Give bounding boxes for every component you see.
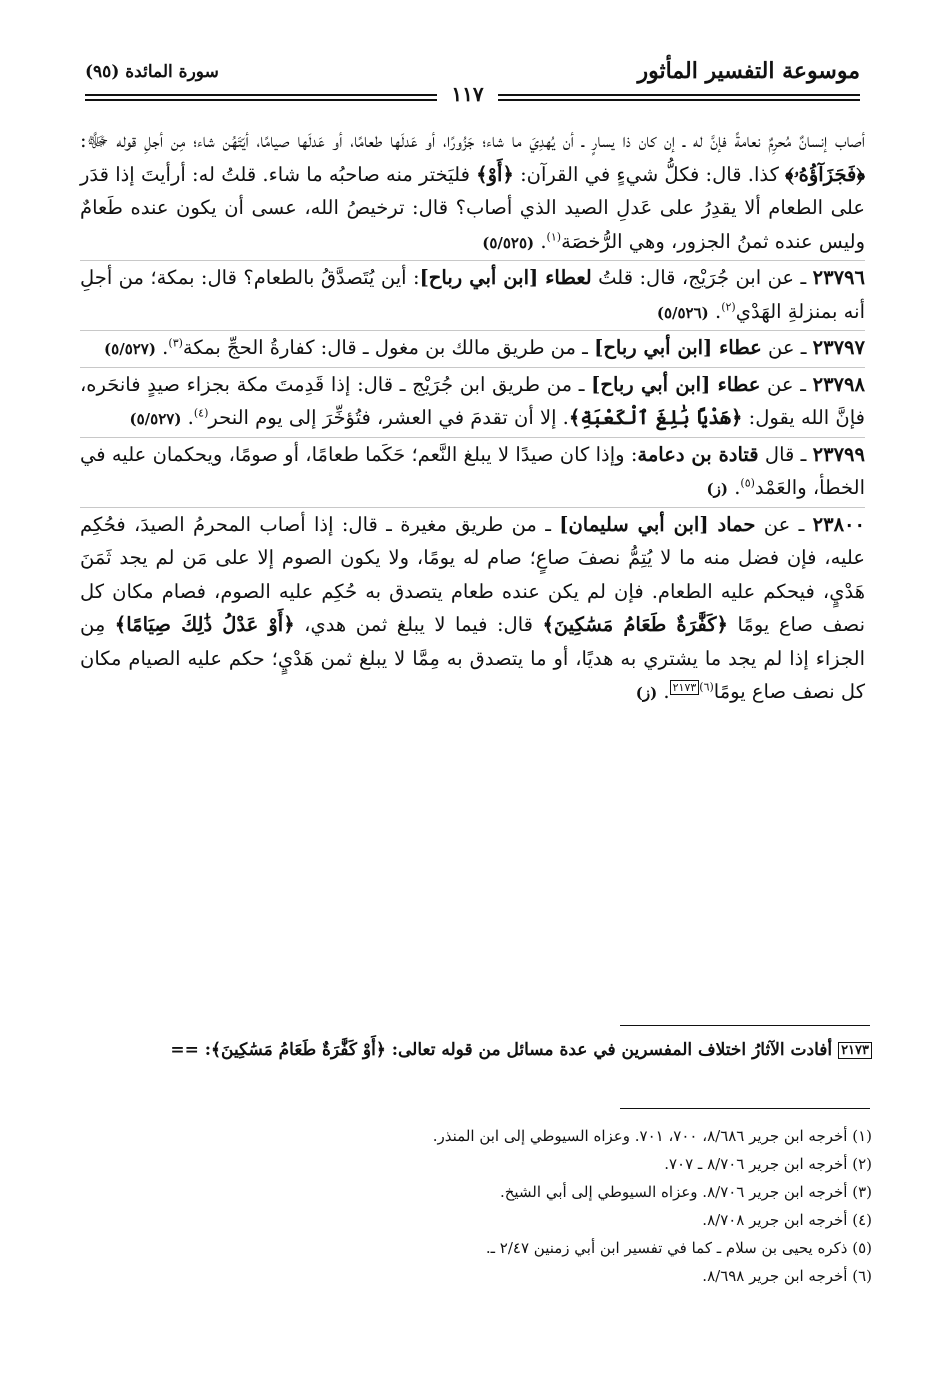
narrator-name: عطاء [ابن أبي رباح] (594, 336, 762, 359)
athar-number: ٢٣٧٩٦ (812, 266, 865, 289)
gloss-note (30, 1036, 872, 1064)
text: ـ عن (760, 372, 813, 396)
footnotes (100, 1122, 872, 1290)
main-text (80, 124, 865, 711)
page-number-value: ١١٧ (437, 82, 497, 106)
footnote-marker: (٢) (721, 300, 736, 313)
footnote-marker: (١) (546, 230, 562, 243)
narrator-name: قتادة بن دعامة (637, 442, 759, 466)
quran-verse: ﴿فَجَزَآؤُهُۥ﴾ (785, 162, 865, 186)
text: : أين يُتَصدَّقُ بالطعام؟ قال: بمكة؛ من أجلِ أنه بمنزلةِ الهَدْي (80, 266, 865, 323)
athar-23799: ٢٣٧٩٩ ـ قال قتادة بن دعامة: وإذا كان صيدًا لا يبلغ النَّعم؛ حَكَما طعامًا، أو صومًا، ويحكمان عليه في الخطأ، والعَمْد$^{(٥)}$. (ز) (80, 437, 865, 507)
quran-verse: ﴿أَوْ عَدْلُ ذَٰلِكَ صِيَامًا﴾ (114, 613, 295, 636)
gloss-continuation: : == (170, 1040, 212, 1060)
footnote-6: (٦) أخرجه ابن جرير ٨/٦٩٨. (702, 1267, 872, 1285)
footnote-marker: (٥) (740, 476, 755, 490)
text: كذا. قال: فكلُّ شيءٍ في القرآن: (513, 162, 786, 186)
surah-title: سورة المائدة (٩٥) (85, 62, 219, 82)
quran-verse: ﴿كَفَّٰرَةٌ طَعَامُ مَسَٰكِينَ﴾ (542, 613, 728, 636)
page-number (0, 82, 935, 106)
athar-number: ٢٣٨٠٠ (812, 512, 866, 536)
narrator-name: لعطاء [ابن أبي رباح] (419, 266, 592, 289)
gloss-quran: ﴿أَوْ كَفَّٰرَةٌ طَعَامُ مَسَٰكِينَ﴾ (211, 1040, 386, 1060)
text: فليَختر منه صاحبُه ما شاء. قلتُ له: أرأيتَ إذا قدَر على الطعام ألا يقدِرُ على عَدلِ الصيد الذي أصاب؟ قال: ترخيصُ الله، عسى أن يكون عنده طَعامٌ وليس عنده ثمنُ الجزور، وهي الرُّخصَة (80, 162, 865, 253)
footnote-3: (٣) أخرجه ابن جرير ٨/٧٠٦. وعزاه السيوطي إلى أبي الشيخ. (499, 1183, 872, 1201)
narrator-name: عطاء [ابن أبي رباح] (591, 372, 761, 396)
athar-number: ٢٣٧٩٧ (812, 336, 865, 359)
text: ـ من طريق ابن جُرَيْج ـ قال: إذا قَدِمتَ مكة بجزاء صيدٍ فانحَره، فإنَّ الله يقول: (80, 372, 865, 429)
text: ـ عن (761, 336, 813, 359)
athar-number: ٢٣٧٩٩ (812, 442, 865, 466)
text: : وإذا كان صيدًا لا يبلغ النَّعم؛ حَكَما طعامًا، أو صومًا، ويحكمان عليه في الخطأ، والعَمْد (80, 442, 865, 499)
text: أصاب إنسانٌ مُحرِمٌ نعامةً فإنَّ له ـ إن كان ذا يسارٍ ـ أن يُهدِيَ ما شاء؛ جَزُورًا، أو عَدلَها طعامًا، أو عَدلَها صيامًا، أيّتَهُن شاء؛ مِن أجلِ قوله ﷻ: (80, 129, 865, 152)
volume-reference: (٥/٥٢٧) (104, 340, 156, 358)
volume-reference: (ز) (635, 684, 658, 702)
athar-number: ٢٣٧٩٨ (812, 372, 865, 396)
gloss-reference-box: ٢١٧٣ (670, 680, 700, 695)
book-title: موسوعة التفسير المأثور (637, 58, 860, 84)
gloss-number-box: ٢١٧٣ (838, 1042, 872, 1059)
text: ـ عن ابن جُرَيْج، قال: قلتُ (591, 266, 813, 289)
footnote-marker: (٦) (699, 680, 714, 694)
volume-reference: (٥/٥٢٥) (482, 233, 535, 252)
athar-23800: ٢٣٨٠٠ ـ عن حماد [ابن أبي سليمان] ـ من طريق مغيرة ـ قال: إذا أصاب المحرمُ الصيدَ، فحُكِم عليه، فإن فضل منه ما لا يُتِمُّ نصفَ صاعٍ؛ صام له يومًا، ولا يكون الصوم إلا على مَن لم يجد ثَمَنَ هَدْيٍ، فيحكم عليه الطعام. فإن لم يكن عنده طعام يتصدق به حُكِم عليه الصوم، فصام مكان كل نصف صاع يومًا ﴿كَفَّٰرَةٌ طَعَامُ مَسَٰكِينَ﴾ قال: فيما لا يبلغ ثمن هدي، ﴿أَوْ عَدْلُ ذَٰلِكَ صِيَامًا﴾ مِن الجزاء إذا لم يجد ما يشتري به هديًا، أو ما يتصدق به مِمَّا لا يبلغ ثمن هَدْيٍ؛ حكم عليه الصيام مكان كل نصف صاع يومًا$^{(٦)٢١٧٣}$. (ز) (80, 507, 865, 711)
footnote-marker: (٤) (193, 406, 209, 420)
footnote-5: (٥) ذكره يحيى بن سلام ـ كما في تفسير ابن أبي زمنين ٢/٤٧ ـ. (485, 1239, 872, 1257)
volume-reference: (ز) (706, 480, 728, 498)
volume-reference: (٥/٥٢٧) (129, 410, 182, 428)
paragraph-continuation: أصاب إنسانٌ مُحرِمٌ نعامةً فإنَّ له ـ إن كان ذا يسارٍ ـ أن يُهدِيَ ما شاء؛ جَزُورًا، أو عَدلَها طعامًا، أو عَدلَها صيامًا، أيّتَهُن شاء؛ مِن أجلِ قوله ﷻ: ﴿فَجَزَآؤُهُۥ﴾ كذا. قال: فكلُّ شيءٍ في القرآن: ﴿أَوْ﴾ فليَختر منه صاحبُه ما شاء. قلتُ له: أرأيتَ إذا قدَر على الطعام ألا يقدِرُ على عَدلِ الصيد الذي أصاب؟ قال: ترخيصُ الله، عسى أن يكون عنده طَعامٌ وليس عنده ثمنُ الجزور، وهي الرُّخصَة$^{(١)}$. (٥/٥٢٥) (80, 129, 865, 253)
text: ـ من طريق مالك بن مغول ـ قال: كفارةُ الحجِّ بمكة (182, 336, 595, 359)
athar-23796: ٢٣٧٩٦ ـ عن ابن جُرَيْج، قال: قلتُ لعطاء [ابن أبي رباح]: أين يُتَصدَّقُ بالطعام؟ قال: بمكة؛ من أجلِ أنه بمنزلةِ الهَدْي$^{(٢)}$. (٥/٥٢٦) (80, 260, 865, 330)
quran-verse: ﴿هَدْيًا بَٰلِغَ ٱلْكَعْبَةِ﴾ (568, 406, 743, 429)
footnotes-separator (620, 1108, 870, 1109)
volume-reference: (٥/٥٢٦) (656, 303, 709, 322)
text: ـ قال (758, 442, 813, 466)
text: ـ من طريق مغيرة ـ قال: إذا أصاب المحرمُ الصيدَ، فحُكِم عليه، فإن فضل منه ما لا يُتِمُّ نصفَ صاعٍ؛ صام له يومًا، ولا يكون الصوم إلا على مَن لم يجد ثَمَنَ هَدْيٍ، فيحكم عليه الطعام. فإن لم يكن عنده طعام يتصدق به حُكِم عليه الصوم، فصام مكان كل نصف صاع يومًا (80, 512, 865, 636)
footnote-2: (٢) أخرجه ابن جرير ٨/٧٠٦ ـ ٧٠٧. (664, 1155, 872, 1173)
footnote-4: (٤) أخرجه ابن جرير ٨/٧٠٨. (702, 1211, 872, 1229)
text: ـ عن (755, 512, 813, 536)
quran-verse: ﴿أَوْ﴾ (476, 162, 514, 186)
gloss-separator (620, 1025, 870, 1026)
narrator-name: حماد [ابن أبي سليمان] (559, 512, 756, 536)
gloss-text: أفادت الآثارُ اختلاف المفسرين في عدة مسائل من قوله تعالى: (385, 1040, 839, 1060)
footnote-marker: (٣) (168, 336, 183, 350)
athar-23798: ٢٣٧٩٨ ـ عن عطاء [ابن أبي رباح] ـ من طريق ابن جُرَيْج ـ قال: إذا قَدِمتَ مكة بجزاء صيدٍ فانحَره، فإنَّ الله يقول: ﴿هَدْيًا بَٰلِغَ ٱلْكَعْبَةِ﴾. إلا أن تقدمَ في العشر، فتُؤخِّرَ إلى يوم النحر$^{(٤)}$. (٥/٥٢٧) (80, 367, 865, 437)
text: قال: فيما لا يبلغ ثمن هدي، (294, 613, 543, 636)
footnote-1: (١) أخرجه ابن جرير ٨/٦٨٦، ٧٠٠، ٧٠١. وعزاه السيوطي إلى ابن المنذر. (432, 1127, 872, 1145)
text: مِن الجزاء إذا لم يجد ما يشتري به هديًا، أو ما يتصدق به مِمَّا لا يبلغ ثمن هَدْيٍ؛ حكم عليه الصيام مكان كل نصف صاع يومًا (80, 613, 865, 703)
athar-23797: ٢٣٧٩٧ ـ عن عطاء [ابن أبي رباح] ـ من طريق مالك بن مغول ـ قال: كفارةُ الحجِّ بمكة$^{(٣)}$. (٥/٥٢٧) (80, 330, 865, 367)
text: . إلا أن تقدمَ في العشر، فتُؤخِّرَ إلى يوم النحر (208, 406, 569, 429)
